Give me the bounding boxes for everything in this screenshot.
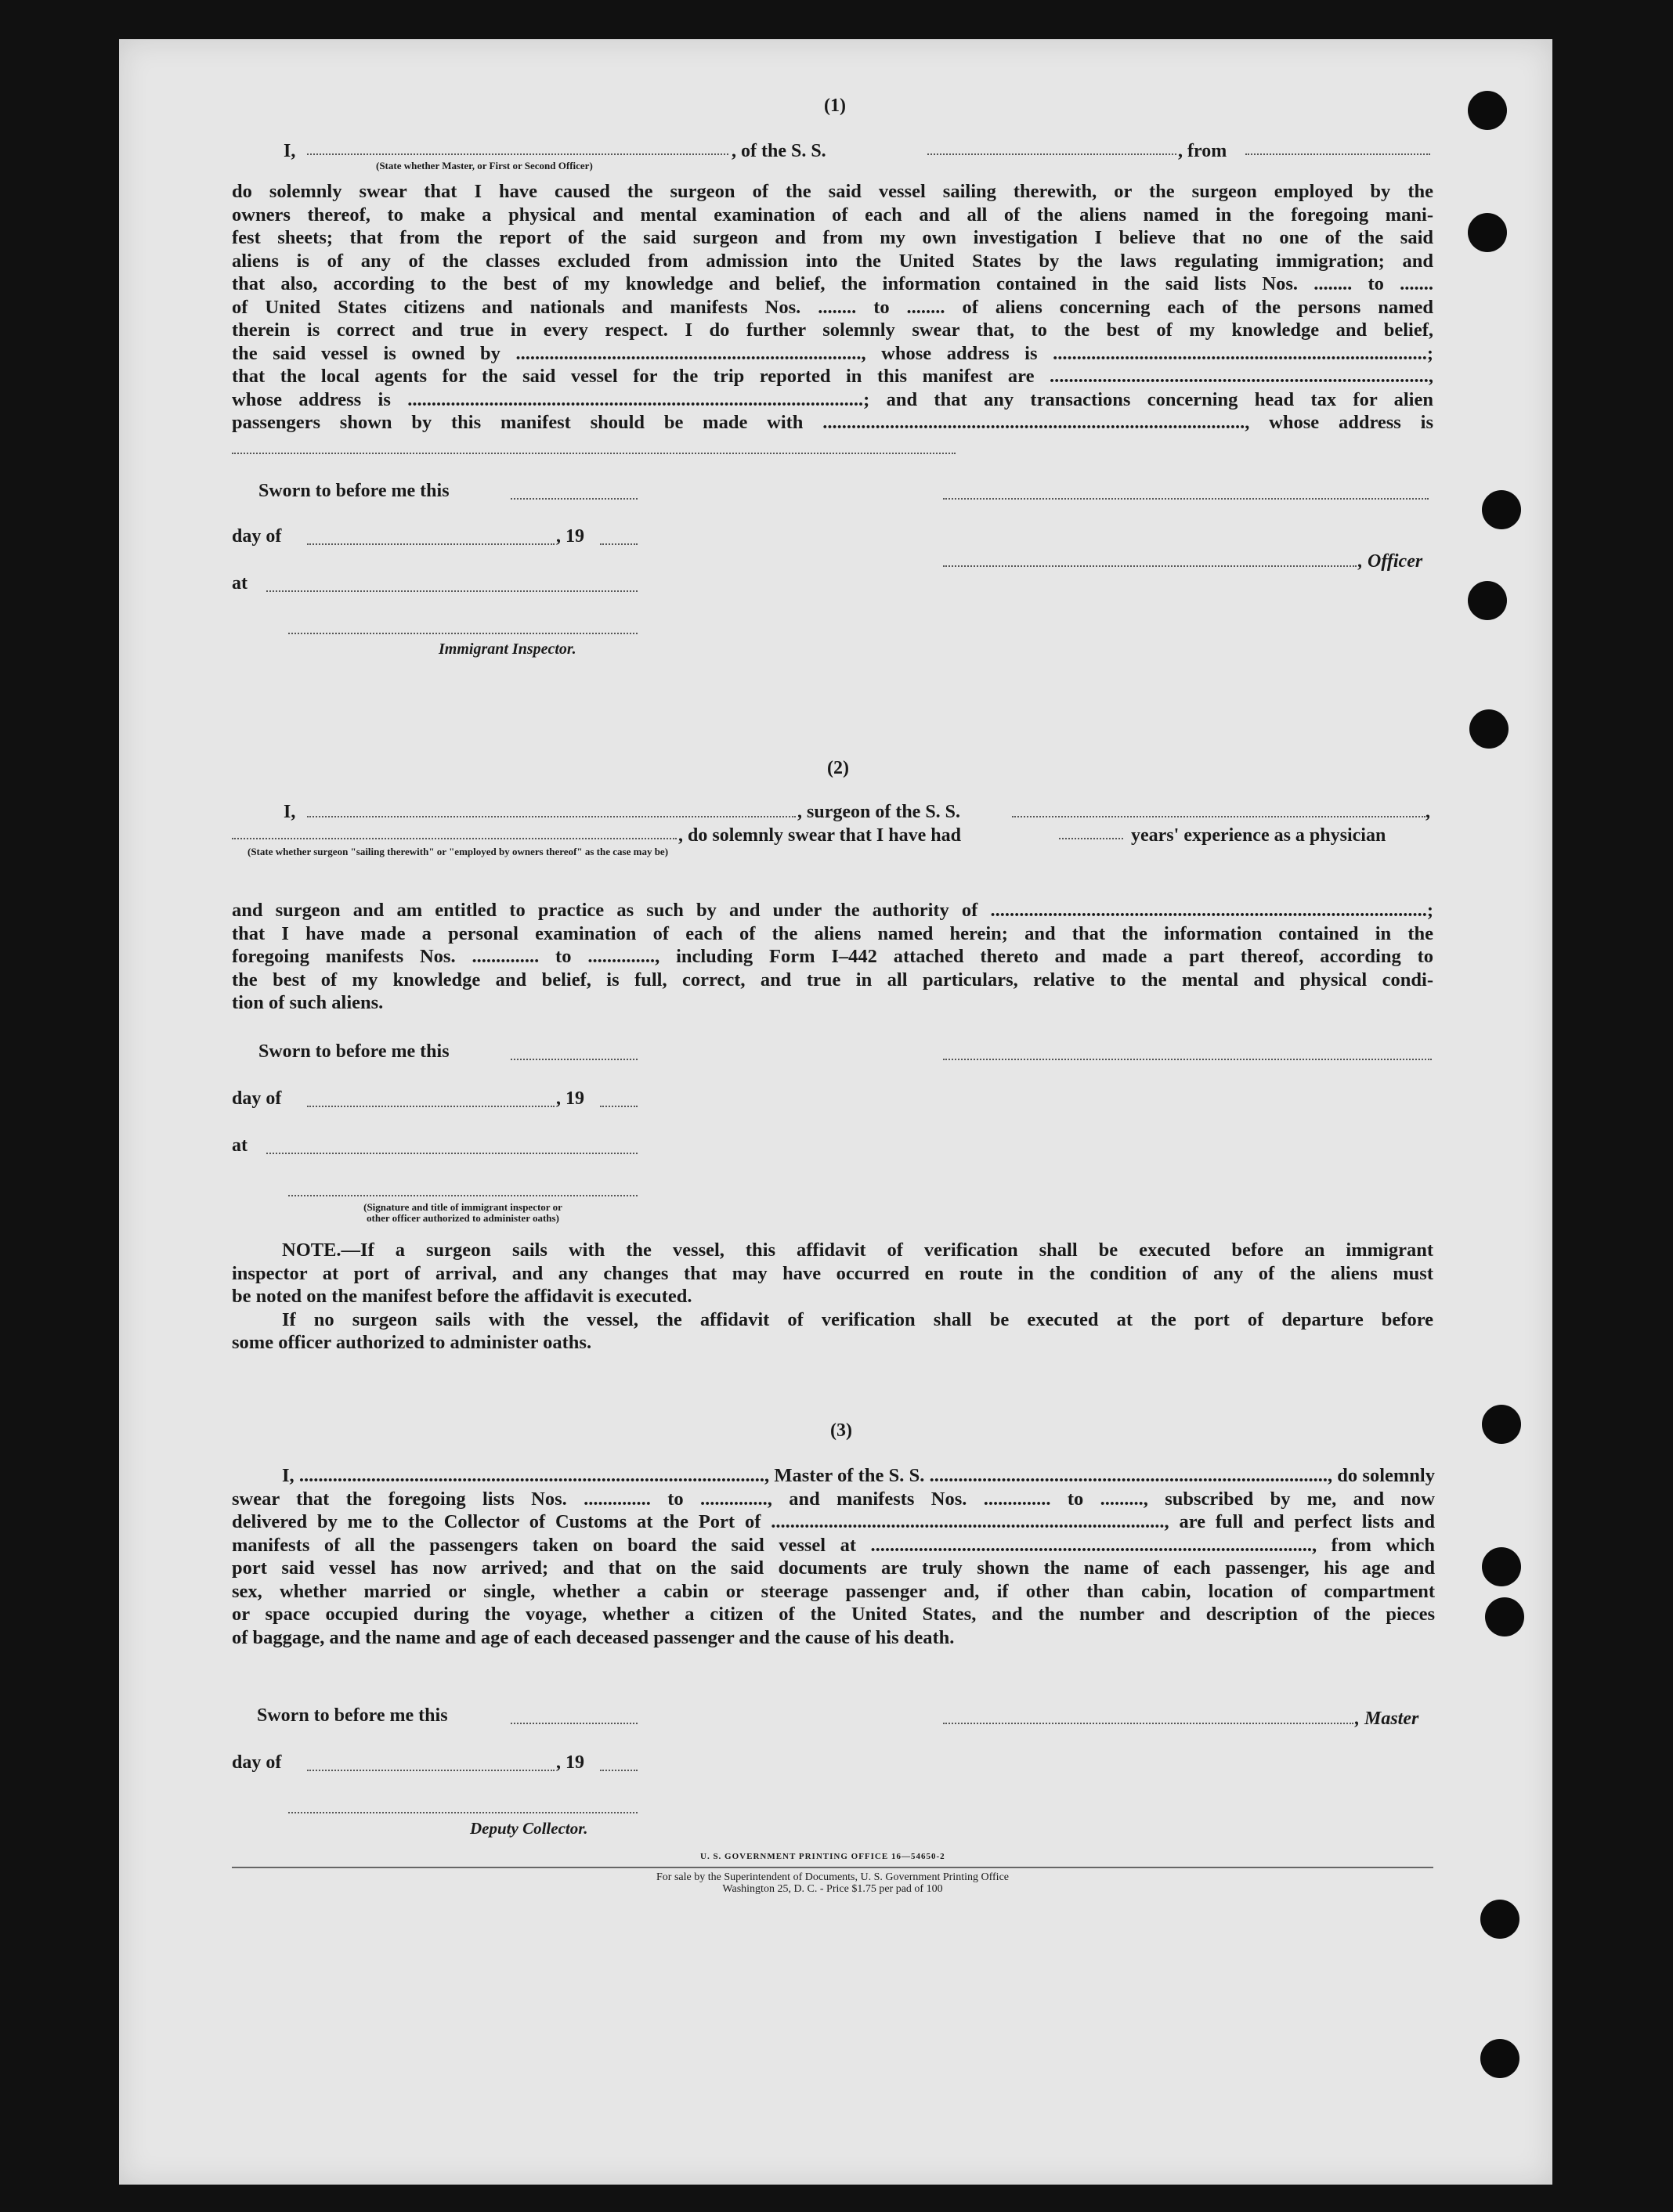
s2-line: and surgeon and am entitled to practice as such by and under the authority of ...........................................................................................; bbox=[232, 900, 1433, 921]
punch-hole bbox=[1480, 1900, 1519, 1939]
note-line: some officer authorized to administer oaths. bbox=[232, 1332, 592, 1353]
s1-inspector-label: Immigrant Inspector. bbox=[439, 641, 576, 658]
s2-month-field[interactable] bbox=[307, 1106, 555, 1107]
s1-line: of United States citizens and nationals and manifests Nos. ........ to ........ of aliens concerning each of the persons named bbox=[232, 296, 1433, 318]
s3-master-label: , Master bbox=[1355, 1709, 1419, 1729]
s1-line: passengers shown by this manifest should be made with ........................................................................................, whose address is bbox=[232, 412, 1433, 433]
s3-line: of baggage, and the name and age of each deceased passenger and the cause of his death. bbox=[232, 1626, 955, 1648]
punch-hole bbox=[1482, 1405, 1521, 1444]
punch-hole bbox=[1482, 490, 1521, 529]
s1-officer-label: , Officer bbox=[1358, 551, 1423, 572]
s3-line: I, ................................................................................................., Master of the S. S. ..................................................................................., do solemnly bbox=[282, 1465, 1435, 1486]
punch-hole bbox=[1469, 709, 1509, 749]
s2-at-label: at bbox=[232, 1135, 248, 1156]
form-page bbox=[119, 39, 1552, 2185]
s1-at-label: at bbox=[232, 573, 248, 594]
s3-line: sex, whether married or single, whether a cabin or steerage passenger and, if other than cabin, location of compartment bbox=[232, 1580, 1435, 1602]
s2-signature-field[interactable] bbox=[943, 1059, 1432, 1060]
s3-line: delivered by me to the Collector of Customs at the Port of .................................................................................., are full and perfect lists and bbox=[232, 1511, 1435, 1532]
s3-deputy-label: Deputy Collector. bbox=[470, 1819, 588, 1838]
gpo-imprint: U. S. GOVERNMENT PRINTING OFFICE 16—54650-2 bbox=[700, 1852, 945, 1861]
s1-line: owners thereof, to make a physical and mental examination of each and all of the aliens named in the foregoing mani- bbox=[232, 204, 1433, 226]
s2-oath-text bbox=[232, 899, 1433, 1015]
s1-at-field[interactable] bbox=[266, 590, 638, 592]
s3-master-signature-field[interactable] bbox=[943, 1723, 1353, 1724]
s3-line: or space occupied during the voyage, whether a citizen of the United States, and the number and description of the pieces bbox=[232, 1604, 1435, 1625]
footer-rule bbox=[232, 1867, 1433, 1868]
s2-day-of-label: day of bbox=[232, 1088, 282, 1109]
s2-at-field[interactable] bbox=[266, 1153, 638, 1154]
s2-sig-note-2: other officer authorized to administer oaths) bbox=[367, 1212, 559, 1224]
s3-line: swear that the foregoing lists Nos. .............. to .............., and manifests Nos. .............. to ........., subscribed by me, and now bbox=[232, 1488, 1435, 1510]
s2-comma: , bbox=[1425, 802, 1430, 822]
s1-i: I, bbox=[284, 141, 296, 161]
s2-note-text bbox=[232, 1239, 1433, 1355]
s2-line: that I have made a personal examination of each of the aliens named herein; and that the information contained in the bbox=[232, 922, 1433, 944]
punch-hole bbox=[1468, 91, 1507, 130]
sale-note-1: For sale by the Superintendent of Documents, U. S. Government Printing Office bbox=[656, 1871, 1009, 1883]
s2-inspector-signature-field[interactable] bbox=[288, 1195, 638, 1196]
s1-officer-field[interactable] bbox=[943, 565, 1357, 567]
s3-year-field[interactable] bbox=[600, 1770, 638, 1771]
s1-line: that the local agents for the said vessel for the trip reported in this manifest are ..............................................................................., bbox=[232, 366, 1433, 387]
s3-line: port said vessel has now arrived; and that on the said documents are truly shown the name of each passenger, his age and bbox=[232, 1557, 1435, 1579]
s2-ship-name-field[interactable] bbox=[1012, 816, 1425, 817]
s1-inspector-signature-field[interactable] bbox=[288, 633, 638, 634]
s1-sworn-date-field[interactable] bbox=[511, 498, 638, 500]
s1-from: , from bbox=[1178, 141, 1227, 161]
s1-day-of-label: day of bbox=[232, 526, 282, 547]
s3-day-of-label: day of bbox=[232, 1752, 282, 1773]
s2-surgeon-name-field[interactable] bbox=[307, 816, 796, 817]
s1-line: that also, according to the best of my knowledge and belief, the information contained in the said lists Nos. ........ to ....... bbox=[232, 273, 1433, 294]
s1-year-field[interactable] bbox=[600, 543, 638, 545]
s2-line: tion of such aliens. bbox=[232, 992, 384, 1013]
s1-oath-text bbox=[232, 180, 1433, 435]
s3-sworn-date-field[interactable] bbox=[511, 1723, 638, 1724]
s2-year-field[interactable] bbox=[600, 1106, 638, 1107]
s2-i: I, bbox=[284, 802, 296, 822]
s2-affiliation-field[interactable] bbox=[232, 838, 677, 839]
s2-sworn-label: Sworn to before me this bbox=[258, 1041, 450, 1062]
s2-swear-text: , do solemnly swear that I have had bbox=[678, 825, 961, 846]
s2-sig-note-1: (Signature and title of immigrant inspector or bbox=[363, 1201, 562, 1213]
s1-sworn-label: Sworn to before me this bbox=[258, 481, 450, 501]
s2-line: foregoing manifests Nos. .............. to .............., including Form I–442 attached thereto and made a part thereof, according to bbox=[232, 946, 1433, 967]
s2-line: the best of my knowledge and belief, is full, correct, and true in all particulars, relative to the mental and physical condi- bbox=[232, 969, 1433, 991]
s2-sworn-date-field[interactable] bbox=[511, 1059, 638, 1060]
punch-hole bbox=[1480, 2039, 1519, 2078]
s1-line: whose address is ...............................................................................................; and that any transactions concerning head tax for alien bbox=[232, 388, 1433, 410]
s2-surgeon-of-ss: , surgeon of the S. S. bbox=[797, 802, 961, 822]
s3-month-field[interactable] bbox=[307, 1770, 555, 1771]
s1-of-ss: , of the S. S. bbox=[732, 141, 826, 161]
section-1-number: (1) bbox=[824, 96, 846, 116]
s3-oath-text bbox=[232, 1464, 1435, 1649]
s2-experience-text: years' experience as a physician bbox=[1131, 825, 1386, 846]
note-line: inspector at port of arrival, and any changes that may have occurred en route in the condition of any of the aliens must bbox=[232, 1262, 1433, 1284]
s2-years-field[interactable] bbox=[1059, 838, 1123, 839]
s1-rank-note: (State whether Master, or First or Second Officer) bbox=[376, 160, 593, 171]
s3-sworn-label: Sworn to before me this bbox=[257, 1705, 448, 1726]
s1-line: the said vessel is owned by ........................................................................, whose address is ..............................................................................; bbox=[232, 342, 1433, 364]
sale-note-2: Washington 25, D. C. - Price $1.75 per pad of 100 bbox=[722, 1883, 943, 1895]
note-line: NOTE.—If a surgeon sails with the vessel, this affidavit of verification shall be executed before an immigrant bbox=[282, 1240, 1433, 1261]
s2-year-label: , 19 bbox=[556, 1088, 584, 1109]
note-line: If no surgeon sails with the vessel, the affidavit of verification shall be executed at the port of departure before bbox=[282, 1308, 1433, 1330]
note-line: be noted on the manifest before the affidavit is executed. bbox=[232, 1286, 692, 1307]
s1-year-label: , 19 bbox=[556, 526, 584, 547]
s1-month-field[interactable] bbox=[307, 543, 555, 545]
s1-line: therein is correct and true in every respect. I do further solemnly swear that, to the best of my knowledge and belief, bbox=[232, 319, 1433, 341]
s3-year-label: , 19 bbox=[556, 1752, 584, 1773]
s1-line: aliens is of any of the classes excluded from admission into the United States by the laws regulating immigration; and bbox=[232, 250, 1433, 272]
punch-hole bbox=[1482, 1547, 1521, 1586]
s1-officer-rank-field[interactable] bbox=[307, 153, 728, 155]
s3-deputy-signature-field[interactable] bbox=[288, 1812, 638, 1813]
section-2-number: (2) bbox=[827, 758, 849, 778]
section-3-number: (3) bbox=[830, 1420, 852, 1441]
s1-from-field[interactable] bbox=[1245, 153, 1430, 155]
s1-line: fest sheets; that from the report of the said surgeon and from my own investigation I believe that no one of the said bbox=[232, 227, 1433, 248]
s1-ship-name-field[interactable] bbox=[927, 153, 1176, 155]
s1-address-field[interactable] bbox=[232, 453, 956, 454]
punch-hole bbox=[1468, 581, 1507, 620]
s3-line: manifests of all the passengers taken on board the said vessel at ............................................................................................, from which bbox=[232, 1534, 1435, 1556]
s1-signature-field[interactable] bbox=[943, 498, 1429, 500]
punch-hole bbox=[1485, 1597, 1524, 1636]
s2-affiliation-note: (State whether surgeon "sailing therewith" or "employed by owners thereof" as the case may be) bbox=[248, 846, 669, 857]
s1-line: do solemnly swear that I have caused the surgeon of the said vessel sailing therewith, or the surgeon employed by the bbox=[232, 181, 1433, 202]
punch-hole bbox=[1468, 213, 1507, 252]
